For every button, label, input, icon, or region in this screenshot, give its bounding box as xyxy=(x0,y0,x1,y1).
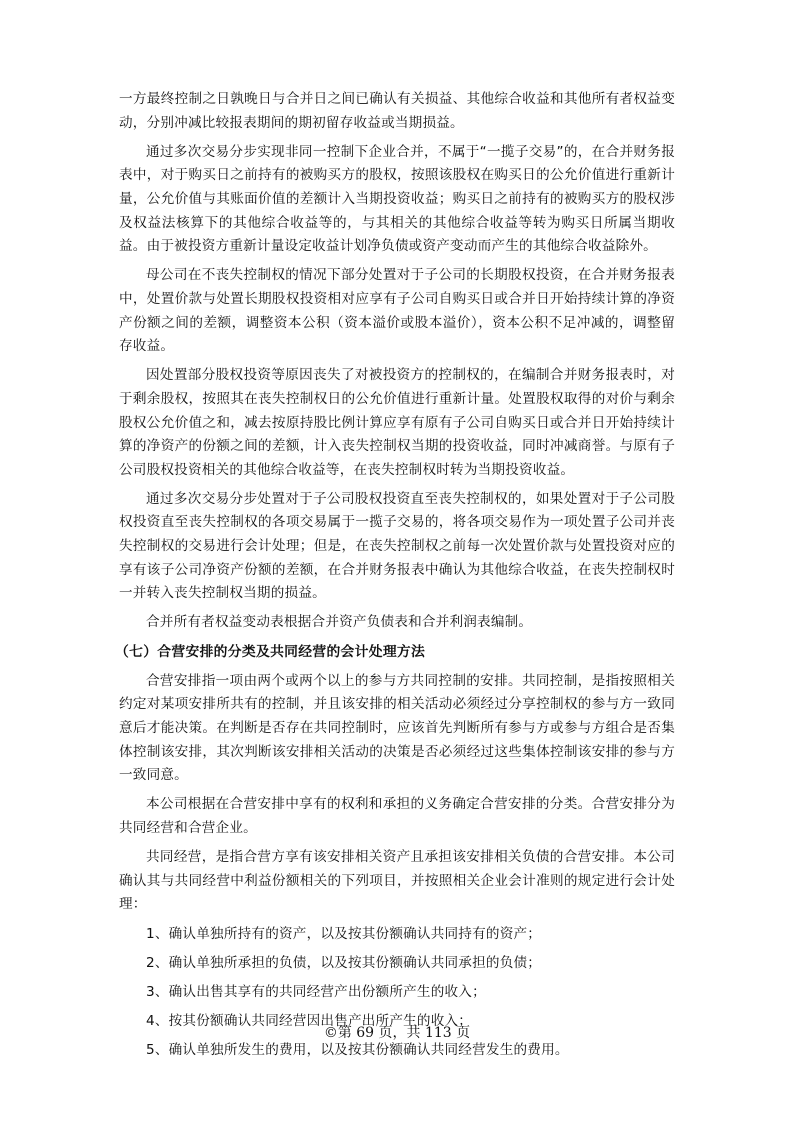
paragraph-5: 通过多次交易分步处置对于子公司股权投资直至丧失控制权的，如果处置对于子公司股权投资直至丧失控制权的各项交易属于一揽子交易的，将各项交易作为一项处置子公司并丧失控制权的交易进行会计处理；但是，在丧失控制权之前每一次处置价款与处置投资对应的享有该子公司净资产份额的差额，在合并财务报表中确认为其他综合收益，在丧失控制权时一并转入丧失控制权当期的损益。 xyxy=(119,490,675,602)
paragraph-1: 一方最终控制之日孰晚日与合并日之间已确认有关损益、其他综合收益和其他所有者权益变动，分别冲减比较报表期间的期初留存收益或当期损益。 xyxy=(119,91,675,131)
paragraph-4: 因处置部分股权投资等原因丧失了对被投资方的控制权的，在编制合并财务报表时，对于剩余股权，按照其在丧失控制权日的公允价值进行重新计量。处置股权取得的对价与剩余股权公允价值之和，减去按原持股比例计算应享有原有子公司自购买日或合并日开始持续计算的净资产的份额之间的差额，计入丧失控制权当期的投资收益，同时冲减商誉。与原有子公司股权投资相关的其他综合收益等，在丧失控制权时转为当期投资收益。 xyxy=(119,367,675,478)
list-item: 1、确认单独所持有的资产，以及按其份额确认共同持有的资产； xyxy=(146,925,542,942)
list-item: 3、确认出售其享有的共同经营产出份额所产生的收入； xyxy=(146,983,486,1000)
list-item: 5、确认单独所发生的费用，以及按其份额确认共同经营发生的费用。 xyxy=(146,1042,569,1059)
paragraph-6: 合并所有者权益变动表根据合并资产负债表和合并利润表编制。 xyxy=(146,614,533,631)
section-paragraph-1: 合营安排指一项由两个或两个以上的参与方共同控制的安排。共同控制，是指按照相关约定对某项安排所共有的控制，并且该安排的相关活动必须经过分享控制权的参与方一致同意后才能决策。在判断是否存在共同控制时，应该首先判断所有参与方或参与方组合是否集体控制该安排，其次判断该安排相关活动的决策是否必须经过这些集体控制该安排的参与方一致同意。 xyxy=(119,672,675,784)
list-item: 2、确认单独所承担的负债，以及按其份额确认共同承担的负债； xyxy=(146,954,542,971)
section-heading: （七）合营安排的分类及共同经营的会计处理方法 xyxy=(115,643,426,660)
document-body xyxy=(115,88,675,1068)
section-paragraph-2: 本公司根据在合营安排中享有的权利和承担的义务确定合营安排的分类。合营安排分为共同经营和合营企业。 xyxy=(119,796,675,836)
paragraph-2: 通过多次交易分步实现非同一控制下企业合并，不属于“一揽子交易”的，在合并财务报表中，对于购买日之前持有的被购买方的股权，按照该股权在购买日的公允价值进行重新计量，公允价值与其账面价值的差额计入当期投资收益；购买日之前持有的被购买方的股权涉及权益法核算下的其他综合收益等的，与其相关的其他综合收益等转为购买日所属当期收益。由于被投资方重新计量设定收益计划净负债或资产变动而产生的其他综合收益除外。 xyxy=(119,143,675,255)
list-item: 4、按其份额确认共同经营因出售产出所产生的收入； xyxy=(146,1013,473,1030)
paragraph-3: 母公司在不丧失控制权的情况下部分处置对于子公司的长期股权投资，在合并财务报表中，处置价款与处置长期股权投资相对应享有子公司自购买日或合并日开始持续计算的净资产份额之间的差额，调整资本公积（资本溢价或股本溢价），资本公积不足冲减的，调整留存收益。 xyxy=(119,267,675,355)
section-paragraph-3: 共同经营，是指合营方享有该安排相关资产且承担该安排相关负债的合营安排。本公司确认其与共同经营中利益份额相关的下列项目，并按照相关企业会计准则的规定进行会计处理： xyxy=(119,849,675,913)
page-footer: ©第 69 页，共 113 页 xyxy=(323,1025,471,1041)
